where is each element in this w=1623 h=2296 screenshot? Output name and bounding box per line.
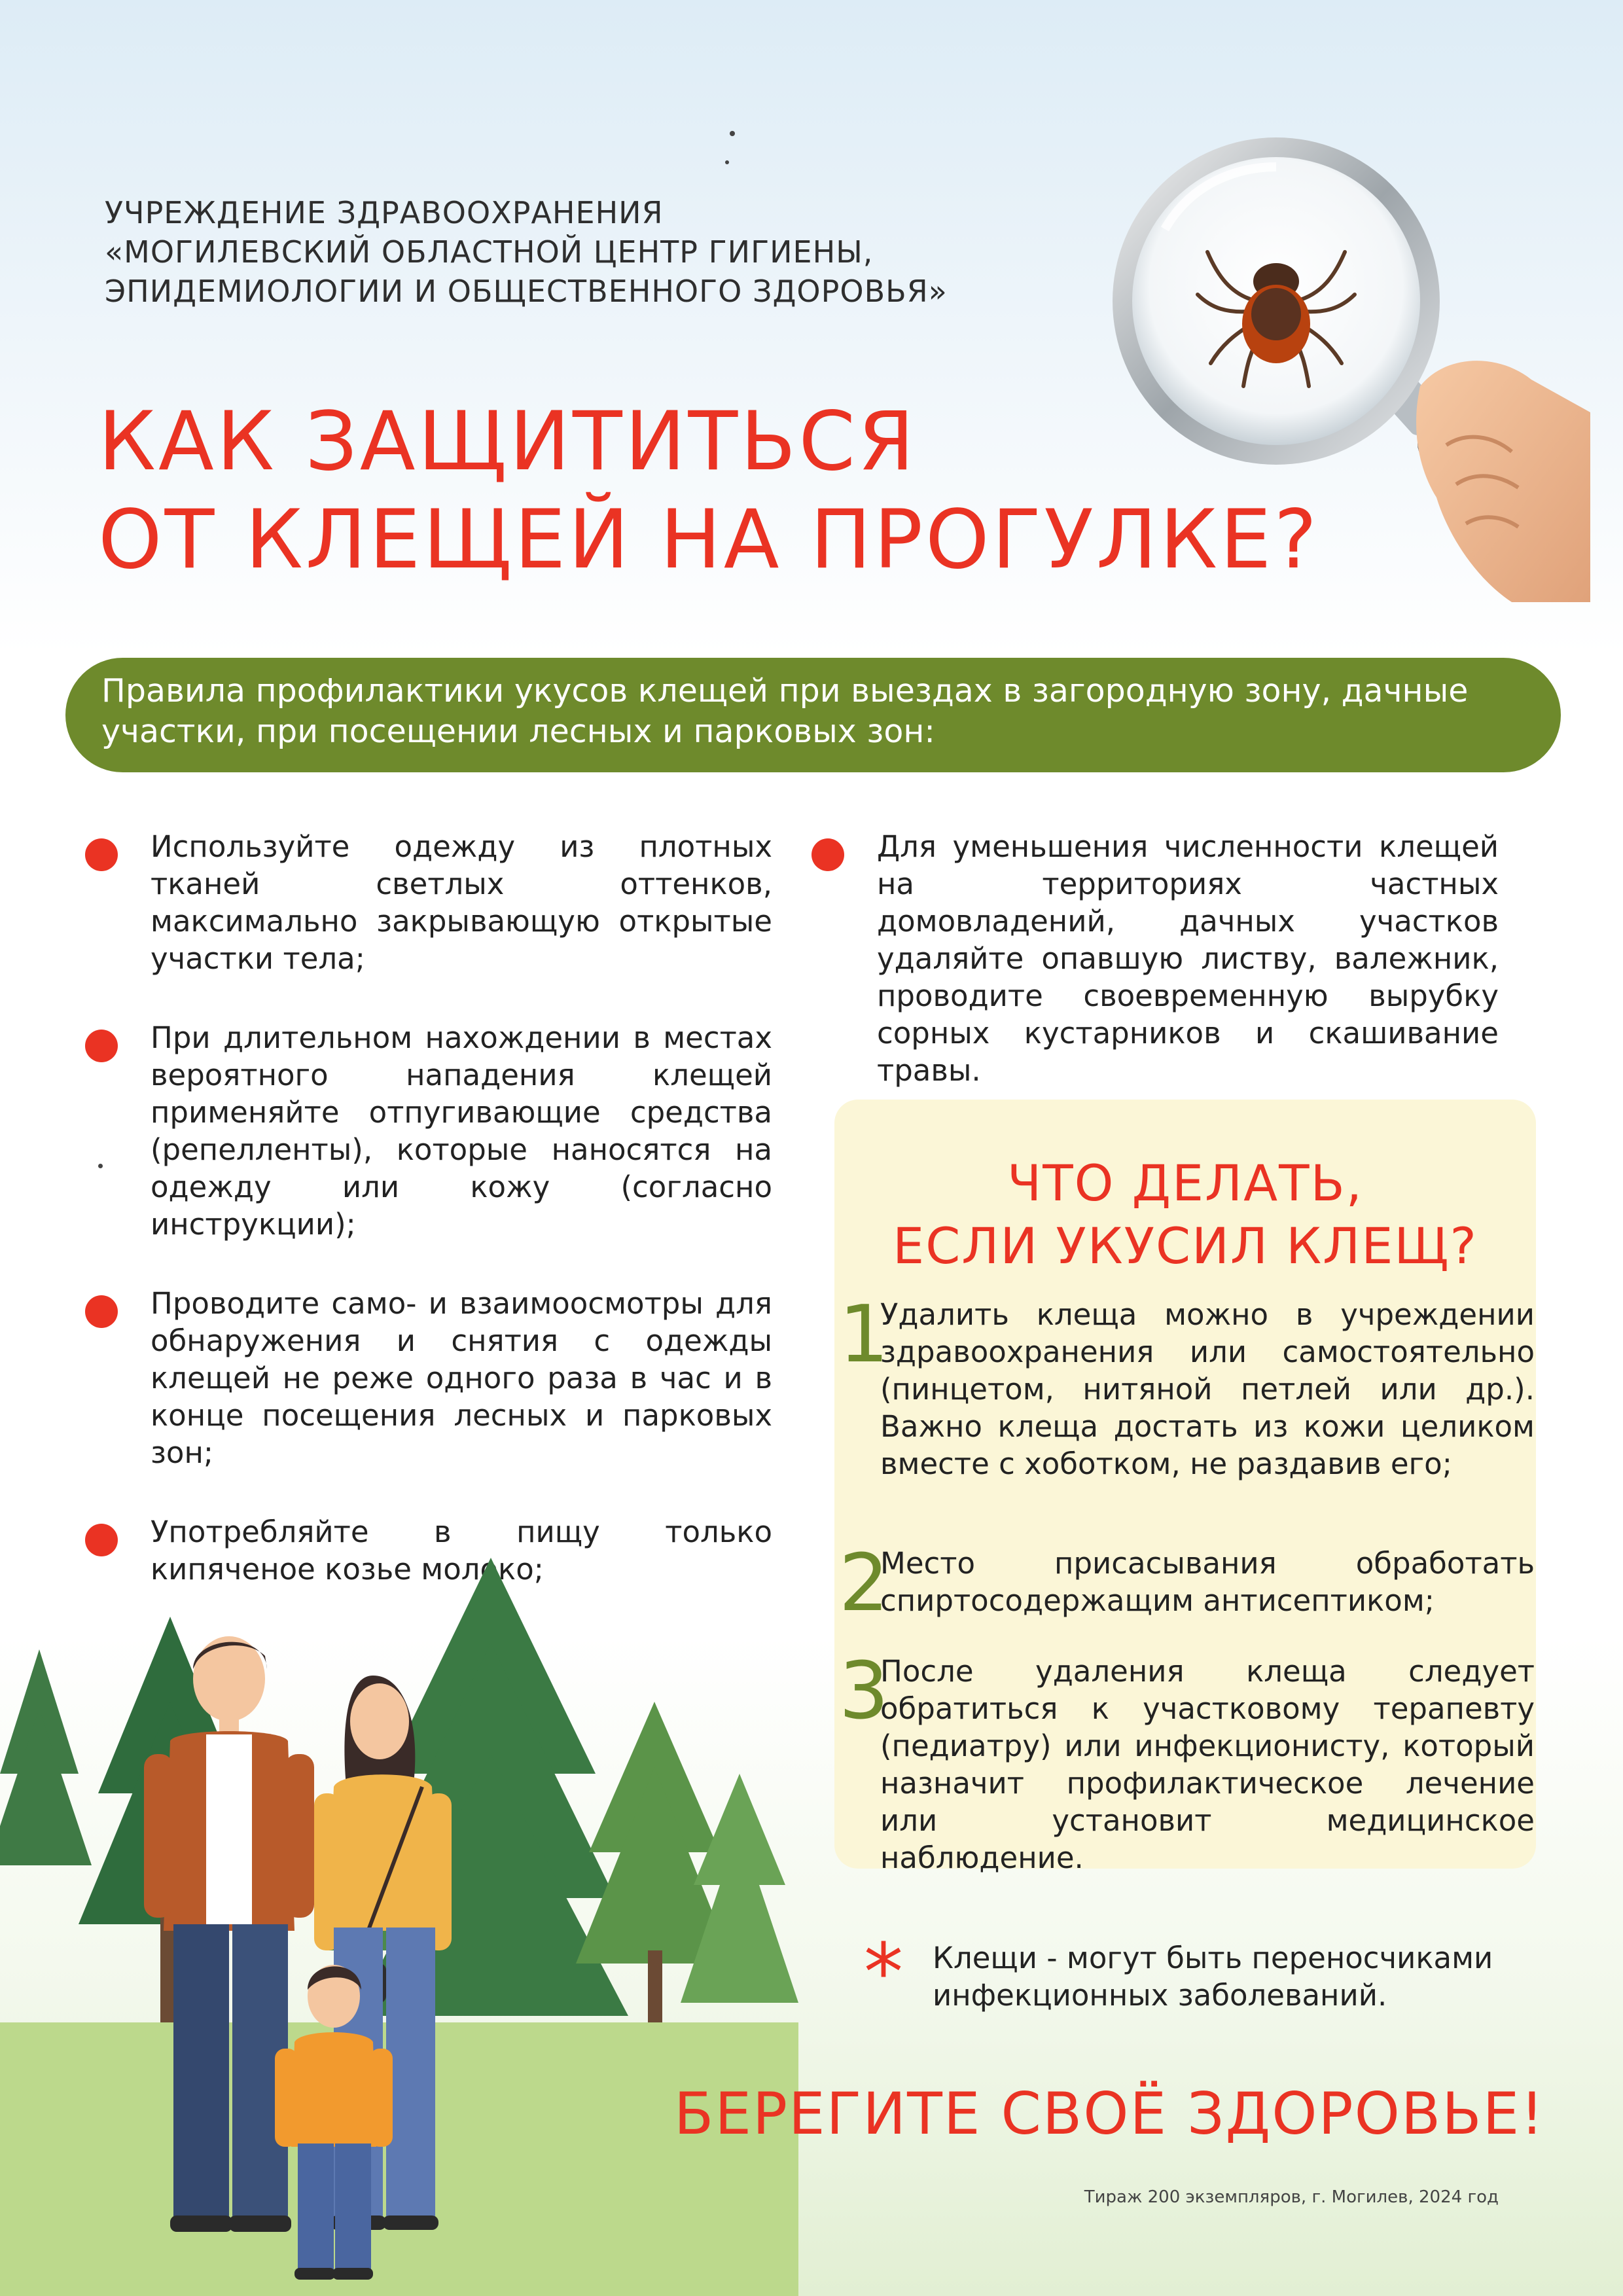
rule-text: При длительном нахождении в местах вероятного нападения клещей применяйте отпугивающие средства (репелленты), которые наносятся на одежду или кожу (согласно инструкции); — [151, 1020, 772, 1242]
bullet-dot-icon — [812, 838, 844, 871]
bullet-dot-icon — [85, 1295, 118, 1328]
rule-text: Используйте одежду из плотных тканей светлых оттенков, максимально закрывающую открытые участки тела; — [151, 829, 772, 976]
note-text: Клещи - могут быть переносчиками инфекционных заболеваний. — [933, 1941, 1493, 2013]
bullet-dot-icon — [85, 1030, 118, 1062]
step-number: 3 — [838, 1646, 889, 1737]
bullet-dot-icon — [85, 1524, 118, 1556]
asterisk-icon: * — [864, 1928, 903, 2018]
list-item — [85, 1285, 772, 1471]
rule-text: Для уменьшения численности клещей на территориях частных домовладений, дачных участков удаляйте опавшую листву, валежник, проводите своевременную вырубку сорных кустарников и скашивание травы. — [877, 829, 1499, 1088]
page-title — [98, 393, 1342, 589]
step-text: Удалить клеща можно в учреждении здравоохранения или самостоятельно (пинцетом, нитяной петлей или др.). Важно клеща достать из кожи целиком вместе с хоботком, не раздавив его; — [880, 1297, 1535, 1481]
scan-speck — [725, 160, 729, 164]
organization-line-1: УЧРЕЖДЕНИЕ ЗДРАВООХРАНЕНИЯ — [105, 195, 664, 230]
family-in-forest-illustration — [98, 1623, 517, 2284]
card-title — [834, 1152, 1536, 1278]
rules-list-right — [812, 828, 1499, 1131]
card-title-line-2: ЕСЛИ УКУСИЛ КЛЕЩ? — [893, 1217, 1478, 1275]
page-title-line-1: КАК ЗАЩИТИТЬСЯ — [98, 395, 918, 489]
rule-text: Проводите само- и взаимоосмотры для обнаружения и снятия с одежды клещей не реже одного раза в час и в конце посещения лесных и парковых зон; — [151, 1286, 772, 1470]
step-text: Место присасывания обработать спиртосодержащим антисептиком; — [880, 1546, 1535, 1618]
rule-text: Употребляйте в пищу только кипяченое козье молоко; — [151, 1515, 772, 1587]
list-item — [85, 828, 772, 977]
list-item — [812, 828, 1499, 1089]
slogan: БЕРЕГИТЕ СВОЁ ЗДОРОВЬЕ! — [674, 2080, 1545, 2147]
step-number: 1 — [838, 1289, 889, 1380]
step-number: 2 — [838, 1538, 889, 1629]
carrier-note — [864, 1928, 1531, 2019]
organization-line-2: «МОГИЛЕВСКИЙ ОБЛАСТНОЙ ЦЕНТР ГИГИЕНЫ, — [105, 234, 874, 270]
scan-speck — [730, 131, 735, 136]
page-title-line-2: ОТ КЛЕЩЕЙ НА ПРОГУЛКЕ? — [98, 493, 1320, 587]
card-title-line-1: ЧТО ДЕЛАТЬ, — [1007, 1154, 1363, 1212]
organization-name — [105, 193, 1054, 311]
organization-line-3: ЭПИДЕМИОЛОГИИ И ОБЩЕСТВЕННОГО ЗДОРОВЬЯ» — [105, 274, 948, 309]
list-item — [85, 1019, 772, 1243]
step-text: После удаления клеща следует обратиться к участковому терапевту (педиатру) или инфекционисту, который назначит профилактическое лечение или установит медицинское наблюдение. — [880, 1654, 1535, 1875]
rules-list-left — [85, 828, 772, 1630]
hand-illustration — [1416, 361, 1590, 602]
rules-banner: Правила профилактики укусов клещей при выездах в загородную зону, дачные участки, при посещении лесных и парковых зон: — [65, 658, 1561, 772]
bite-instructions-card — [834, 1100, 1536, 1875]
bullet-dot-icon — [85, 838, 118, 871]
print-run-info: Тираж 200 экземпляров, г. Могилев, 2024 год — [1084, 2187, 1499, 2207]
